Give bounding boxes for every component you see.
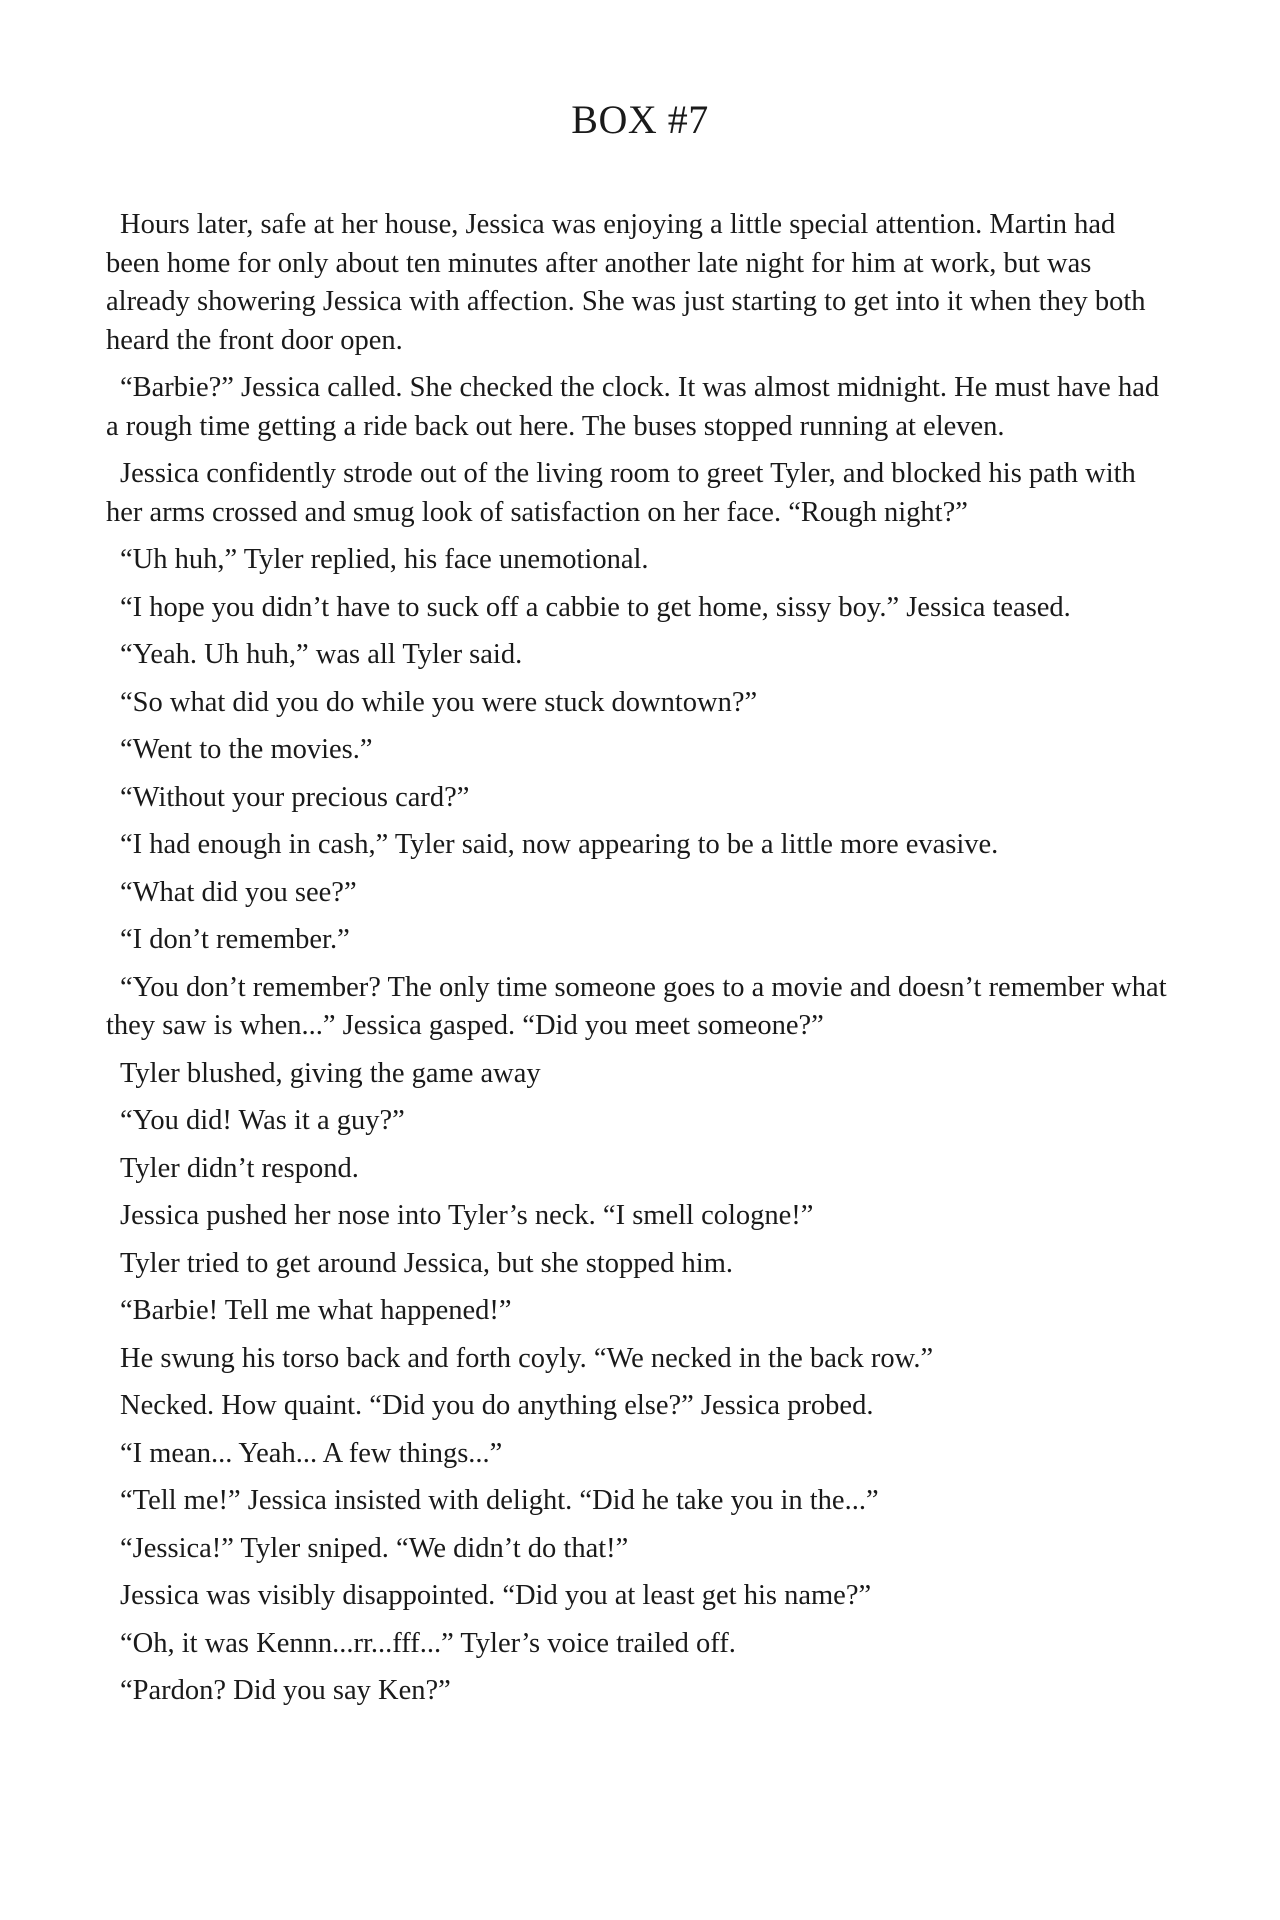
paragraph: Necked. How quaint. “Did you do anything else?” Jessica probed.: [120, 1390, 874, 1421]
paragraph: Jessica pushed her nose into Tyler’s neck. “I smell cologne!”: [120, 1200, 814, 1231]
paragraph: “Barbie! Tell me what happened!”: [120, 1295, 512, 1326]
paragraph: “So what did you do while you were stuck downtown?”: [120, 686, 758, 718]
paragraph: He swung his torso back and forth coyly. “We necked in the back row.”: [120, 1342, 934, 1374]
paragraph: “I hope you didn’t have to suck off a cabbie to get home, sissy boy.” Jessica teased.: [120, 591, 1071, 623]
paragraph: “I mean... Yeah... A few things...”: [120, 1437, 503, 1469]
paragraph: “I don’t remember.”: [120, 924, 350, 955]
paragraph: Jessica confidently strode out of the living room to greet Tyler, and blocked his path with her arms crossed and smug look of satisfaction on her face. “Rough night?”: [106, 458, 1136, 528]
paragraph: “You don’t remember? The only time someone goes to a movie and doesn’t remember what they saw is when...” Jessica gasped. “Did you meet someone?”: [106, 971, 1167, 1041]
paragraph: “Went to the movies.”: [120, 734, 373, 765]
paragraph: “Pardon? Did you say Ken?”: [120, 1675, 451, 1706]
paragraph: “Without your precious card?”: [120, 781, 470, 813]
paragraph: “Yeah. Uh huh,” was all Tyler said.: [120, 639, 523, 670]
paragraph: Jessica was visibly disappointed. “Did you at least get his name?”: [120, 1580, 872, 1611]
paragraph: “What did you see?”: [120, 876, 357, 908]
paragraph: Hours later, safe at her house, Jessica was enjoying a little special attention. Martin had been home for only about ten minutes after another late night for him at work, but was already showering Jessica with affection. She was just starting to get into it when they both heard the front door open.: [106, 209, 1146, 356]
paragraph: Tyler didn’t respond.: [120, 1152, 359, 1184]
paragraph: “You did! Was it a guy?”: [120, 1105, 405, 1136]
paragraph: Tyler blushed, giving the game away: [120, 1057, 541, 1089]
paragraph: “Barbie?” Jessica called. She checked the clock. It was almost midnight. He must have had a rough time getting a ride back out here. The buses stopped running at eleven.: [106, 372, 1160, 442]
paragraph: “I had enough in cash,” Tyler said, now appearing to be a little more evasive.: [120, 829, 999, 860]
paragraph: “Uh huh,” Tyler replied, his face unemotional.: [120, 544, 649, 575]
chapter-title: BOX #7: [571, 97, 709, 142]
paragraph: Tyler tried to get around Jessica, but she stopped him.: [120, 1247, 734, 1279]
chapter-body: [106, 206, 1174, 1720]
paragraph: “Oh, it was Kennn...rr...fff...” Tyler’s voice trailed off.: [120, 1627, 736, 1659]
paragraph: “Jessica!” Tyler sniped. “We didn’t do that!”: [120, 1532, 629, 1564]
paragraph: “Tell me!” Jessica insisted with delight. “Did he take you in the...”: [120, 1485, 879, 1516]
